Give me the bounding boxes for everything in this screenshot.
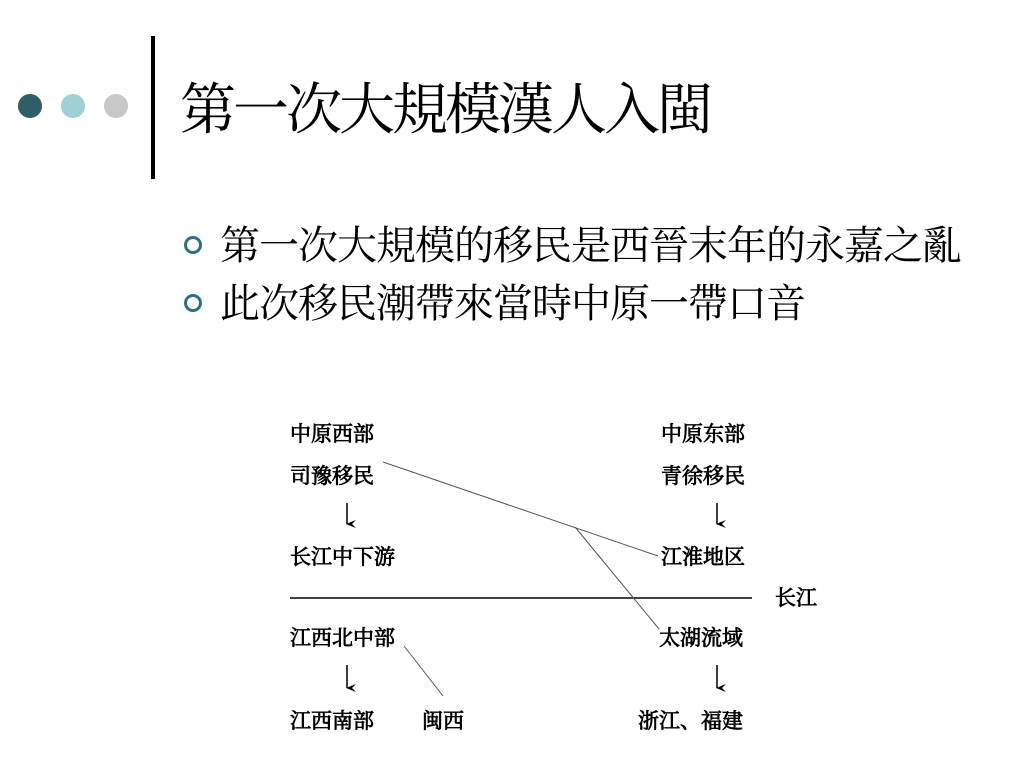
node-taihu: 太湖流域 xyxy=(659,626,743,650)
node-west-region: 中原西部 xyxy=(290,422,374,446)
bullet-text: 第一次大規模的移民是西晉末年的永嘉之亂 xyxy=(220,223,961,269)
node-east-region: 中原东部 xyxy=(661,422,745,446)
bullet-text: 此次移民潮帶來當時中原一帶口音 xyxy=(220,281,805,327)
river-label: 长江 xyxy=(775,586,817,610)
node-jianghuai: 江淮地区 xyxy=(661,545,745,569)
connector-west-to-jianghuai xyxy=(383,462,658,556)
node-east-migrants: 青徐移民 xyxy=(661,464,745,488)
connector-jiangxi-to-min-west xyxy=(404,646,443,696)
node-zhejiang-fujian: 浙江、福建 xyxy=(638,709,743,733)
node-yangtze-mid-lower: 长江中下游 xyxy=(290,545,395,569)
slide-title: 第一次大規模漢人入閩 xyxy=(180,78,710,143)
node-west-migrants: 司豫移民 xyxy=(290,464,374,488)
node-jiangxi-north-central: 江西北中部 xyxy=(290,626,395,650)
node-min-west: 闽西 xyxy=(422,709,464,733)
node-jiangxi-south: 江西南部 xyxy=(290,709,374,733)
